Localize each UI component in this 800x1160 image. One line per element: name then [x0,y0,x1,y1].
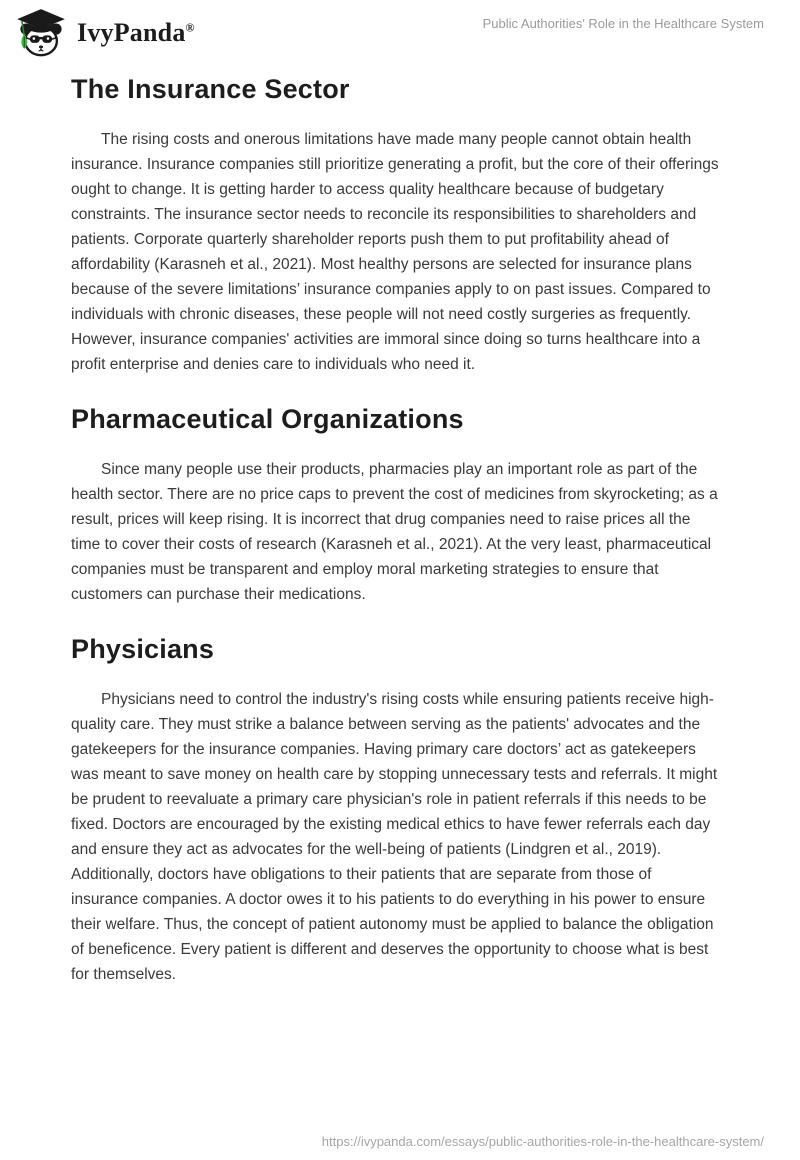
heading-physicians: Physicians [71,634,215,664]
paragraph-pharmaceutical-organizations: Since many people use their products, pharmacies play an important role as part of the health sector. There are no price caps to prevent the cost of medicines from skyrocketing; as a result, prices will keep rising. It is incorrect that drug companies need to raise prices all the time to cover their costs of research (Karasneh et al., 2021). At the very least, pharmaceutical companies must be transparent and employ moral marketing strategies to ensure that customers can purchase their medications. [71,461,718,603]
paragraph-physicians: Physicians need to control the industry's rising costs while ensuring patients receive high-quality care. They must strike a balance between serving as the patients' advocates and the gatekeepers for the insurance companies. Having primary care doctors’ act as gatekeepers was meant to save money on health care by stopping unnecessary tests and referrals. It might be prudent to reevaluate a primary care physician's role in patient referrals if this needs to be fixed. Doctors are encouraged by the existing medical ethics to have fewer referrals each day and ensure they act as advocates for the well-being of patients (Lindgren et al., 2019). Additionally, doctors have obligations to their patients that are separate from those of insurance companies. A doctor owes it to his patients to do everything in his power to ensure their welfare. Thus, the concept of patient autonomy must be applied to balance the obligation of beneficence. Every patient is different and deserves the opportunity to choose what is best for themselves. [71,691,718,983]
heading-pharmaceutical-organizations: Pharmaceutical Organizations [71,404,464,434]
heading-the-insurance-sector: The Insurance Sector [71,74,350,104]
page-footer [322,1134,764,1149]
document-title: Public Authorities' Role in the Healthcare System [482,16,764,31]
brand-name [77,6,195,60]
paragraph-insurance-sector: The rising costs and onerous limitations have made many people cannot obtain health insurance. Insurance companies still prioritize generating a profit, but the core of their offerings ought to change. It is getting harder to access quality healthcare because of budgetary constraints. The insurance sector needs to reconcile its responsibilities to shareholders and patients. Corporate quarterly shareholder reports push them to put profitability ahead of affordability (Karasneh et al., 2021). Most healthy persons are selected for insurance plans because of the severe limitations’ insurance companies apply to on past issues. Compared to individuals with chronic diseases, these people will not need costly surgeries as frequently. However, insurance companies' activities are immoral since doing so turns healthcare into a profit enterprise and denies care to individuals who need it. [71,131,719,373]
brand-name-text: IvyPanda [77,18,186,47]
registered-trademark: ® [185,20,195,35]
page-header [0,0,800,60]
ivypanda-logo[interactable] [14,6,195,60]
essay-content [0,73,800,987]
panda-graduation-cap-icon [14,6,68,60]
source-url: https://ivypanda.com/essays/public-authorities-role-in-the-healthcare-system/ [321,1134,764,1149]
